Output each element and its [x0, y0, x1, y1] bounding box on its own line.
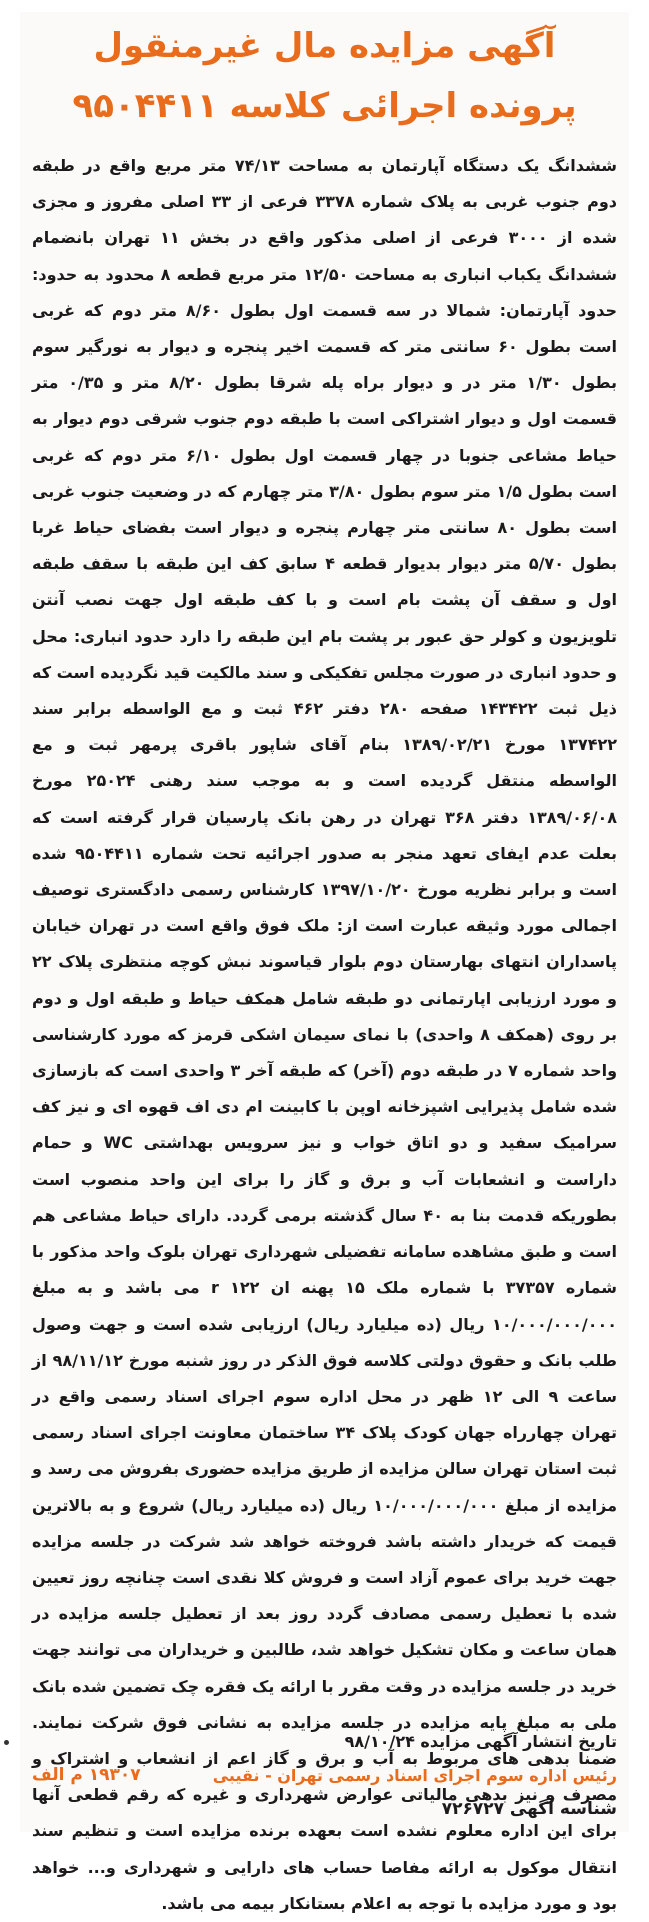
auction-notice	[20, 12, 629, 1913]
notice-title-line2: پرونده اجرائی کلاسه ۹۵۰۴۴۱۱	[72, 86, 577, 126]
publish-date: تاریخ انتشار آگهی مزایده ۹۸/۱۰/۲۴	[344, 1731, 617, 1751]
edge-dot	[4, 1740, 9, 1745]
notice-title-line1: آگهی مزایده مال غیرمنقول	[93, 26, 556, 66]
notice-body: ششدانگ یک دستگاه آپارتمان به مساحت ۷۴/۱۳ متر مربع واقع در طبقه دوم جنوب غربی به پلاک شماره ۳۳۷۸ فرعی از ۳۳ اصلی مفروز و مجزی شده از ۳۰۰۰ فرعی از اصلی مذکور واقع در بخش ۱۱ تهران بانضمام ششدانگ یکباب انباری به مساحت ۱۲/۵۰ متر مربع قطعه ۸ محدود به حدود: حدود آپارتمان: شمالا در سه قسمت اول بطول ۸/۶۰ متر دوم که غربی است بطول ۶۰ سانتی متر که قسمت اخیر پنجره و دیوار به نورگیر سوم بطول ۱/۳۰ متر در و دیوار براه پله شرقا بطول ۸/۲۰ متر و ۰/۳۵ متر قسمت اول و دیوار اشتراکی است با طبقه دوم جنوب شرقی دوم دیوار به حیاط مشاعی جنوبا در چهار قسمت اول بطول ۶/۱۰ متر دوم که غربی است بطول ۱/۵ متر سوم بطول ۳/۸۰ متر چهارم که در وضعیت جنوب غربی است بطول ۸۰ سانتی متر چهارم پنجره و دیوار است بفضای حیاط غربا بطول ۵/۷۰ متر دیوار بدیوار قطعه ۴ سابق کف این طبقه با سقف طبقه اول و سقف آن پشت بام است و با کف طبقه اول جهت نصب آنتن تلویزیون و کولر حق عبور بر پشت بام این طبقه را دارد حدود انباری: محل و حدود انباری در صورت مجلس تفکیکی و سند مالکیت قید نگردیده است که ذیل ثبت ۱۴۳۴۲۲ صفحه ۲۸۰ دفتر ۴۶۲ ثبت و مع الواسطه برابر سند ۱۳۷۴۲۲ مورخ ۱۳۸۹/۰۲/۲۱ بنام آقای شاپور باقری پرمهر ثبت و مع الواسطه منتقل گردیده است و به موجب سند رهنی ۲۵۰۲۴ مورخ ۱۳۸۹/۰۶/۰۸ دفتر ۳۶۸ تهران در رهن بانک پارسیان قرار گرفته است که بعلت عدم ایفای تعهد منجر به صدور اجرائیه تحت شماره ۹۵۰۴۴۱۱ شده است و برابر نظریه مورخ ۱۳۹۷/۱۰/۲۰ کارشناس رسمی دادگستری توصیف اجمالی مورد وثیقه عبارت است از: ملک فوق واقع است در تهران خیابان پاسداران انتهای بهارستان دوم بلوار قیاسوند نبش کوچه منتظری پلاک ۲۲ و مورد ارزیابی اپارتمانی دو طبقه شامل همکف حیاط و طبقه اول و دوم بر روی (همکف ۸ واحدی) با نمای سیمان اشکی قرمز که مورد کارشناسی واحد شماره ۷ در طبقه دوم (آخر) که طبقه آخر ۳ واحدی است که بازسازی شده شامل پذیرایی اشپزخانه اوپن با کابینت ام دی اف قهوه ای و نیز کف سرامیک سفید و دو اتاق خواب و نیز سرویس بهداشتی WC و حمام داراست و انشعابات آب و برق و گاز را برای این واحد منصوب است بطوریکه قدمت بنا به ۴۰ سال گذشته برمی گردد. دارای حیاط مشاعی هم است و طبق مشاهده سامانه تفضیلی شهرداری تهران بلوک واحد مذکور با شماره ۳۷۳۵۷ با شماره ملک ۱۵ پهنه ان r ۱۲۲ می باشد و به مبلغ ۱۰/۰۰۰/۰۰۰/۰۰۰ ریال (ده میلیارد ریال) ارزیابی شده است و جهت وصول طلب بانک و حقوق دولتی کلاسه فوق الذکر در روز شنبه مورخ ۹۸/۱۱/۱۲ از ساعت ۹ الی ۱۲ ظهر در محل اداره سوم اجرای اسناد رسمی واقع در تهران چهارراه جهان کودک پلاک ۳۴ ساختمان معاونت اجرای اسناد رسمی ثبت استان تهران سالن مزایده از طریق مزایده حضوری بفروش می رسد و مزایده از مبلغ ۱۰/۰۰۰/۰۰۰/۰۰۰ ریال (ده میلیارد ریال) شروع و به بالاترین قیمت که خریدار داشته باشد فروخته خواهد شد شرکت در جلسه مزایده جهت خرید برای عموم آزاد است و فروش کلا نقدی است چنانچه روز تعیین شده با تعطیل رسمی مصادف گردد روز بعد از تعطیل جلسه مزایده در همان ساعت و مکان تشکیل خواهد شد، طالبین و خریداران می توانند جهت خرید در جلسه مزایده در وقت مقرر با ارائه یک فقره چک تضمین شده بانک ملی به مبلغ پایه مزایده در جلسه مزایده به نشانی فوق شرکت نمایند. ضمنا بدهی های مربوط به آب و برق و گاز اعم از انشعاب و اشتراک و مصرف و نیز بدهی مالیاتی عوارض شهرداری و غیره که رقم قطعی آنها برای این اداره معلوم نشده است بعهده برنده مزایده است و تنظیم سند انتقال موکول به ارائه مفاصا حساب های دارایی و شهرداری و... خواهد بود و مورد مزایده با توجه به اعلام بستانکار بیمه می باشد.	[32, 156, 618, 1913]
notice-footer	[32, 1724, 617, 1826]
signer: رئیس اداره سوم اجرای اسناد رسمی تهران - نقیبی	[212, 1765, 617, 1785]
reference-code: ۱۹۳۰۷ م الف	[32, 1765, 141, 1785]
notice-id: شناسه آگهی ۷۲۶۷۲۷	[441, 1799, 617, 1819]
